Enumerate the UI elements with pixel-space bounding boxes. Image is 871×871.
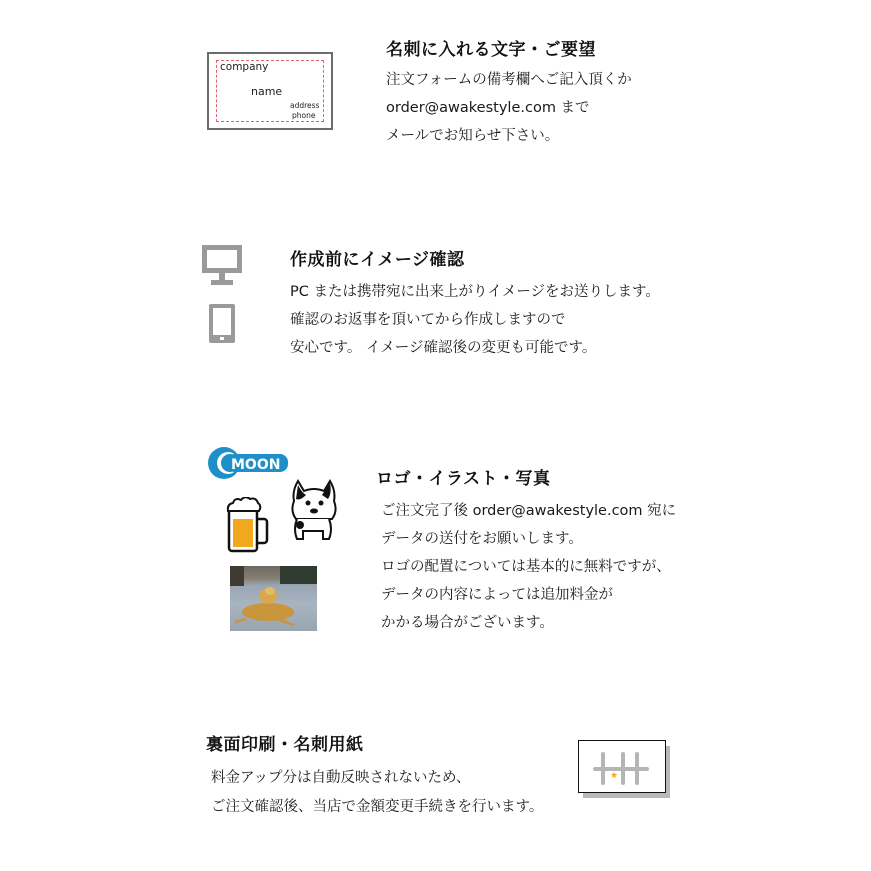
section-line: PC または携帯宛に出来上がりイメージをお送りします。 bbox=[290, 284, 660, 300]
section-line: データの内容によっては追加料金が bbox=[381, 587, 613, 603]
section-line: メールでお知らせ下さい。 bbox=[386, 128, 560, 144]
section-line: ロゴの配置については基本的に無料ですが、 bbox=[381, 559, 671, 575]
card-company-label: company bbox=[220, 61, 269, 73]
section-line: 確認のお返事を頂いてから作成しますので bbox=[290, 312, 566, 328]
section-title-back-print: 裏面印刷・名刺用紙 bbox=[206, 735, 364, 755]
section-title-card-text: 名刺に入れる文字・ご要望 bbox=[386, 40, 596, 60]
section-line: order@awakestyle.com まで bbox=[386, 100, 590, 116]
dog-photo bbox=[230, 566, 317, 631]
section-line: ご注文完了後 order@awakestyle.com 宛に bbox=[381, 503, 677, 519]
card-phone-label: phone bbox=[292, 111, 316, 120]
section-title-preview: 作成前にイメージ確認 bbox=[290, 250, 465, 270]
card-safe-area bbox=[216, 60, 324, 122]
section-line: 料金アップ分は自動反映されないため、 bbox=[211, 770, 471, 786]
back-card-illustration bbox=[578, 740, 666, 793]
beer-illustration bbox=[225, 497, 269, 553]
section-line: データの送付をお願いします。 bbox=[381, 531, 583, 547]
svg-text:MOON: MOON bbox=[231, 457, 281, 473]
section-line: 安心です。 イメージ確認後の変更も可能です。 bbox=[290, 340, 597, 356]
smartphone-icon bbox=[208, 303, 236, 344]
section-title-logo: ロゴ・イラスト・写真 bbox=[376, 469, 551, 489]
business-card-illustration bbox=[207, 52, 333, 130]
section-line: ご注文確認後、当店で金額変更手続きを行います。 bbox=[211, 799, 544, 815]
section-line: かかる場合がございます。 bbox=[381, 615, 554, 631]
moon-logo bbox=[207, 446, 289, 480]
star-icon: ★ bbox=[610, 771, 619, 781]
card-name-label: name bbox=[251, 85, 283, 98]
french-bulldog-illustration bbox=[290, 477, 338, 542]
card-address-label: address bbox=[290, 101, 320, 110]
monitor-icon bbox=[201, 244, 243, 286]
section-line: 注文フォームの備考欄へご記入頂くか bbox=[386, 72, 632, 88]
